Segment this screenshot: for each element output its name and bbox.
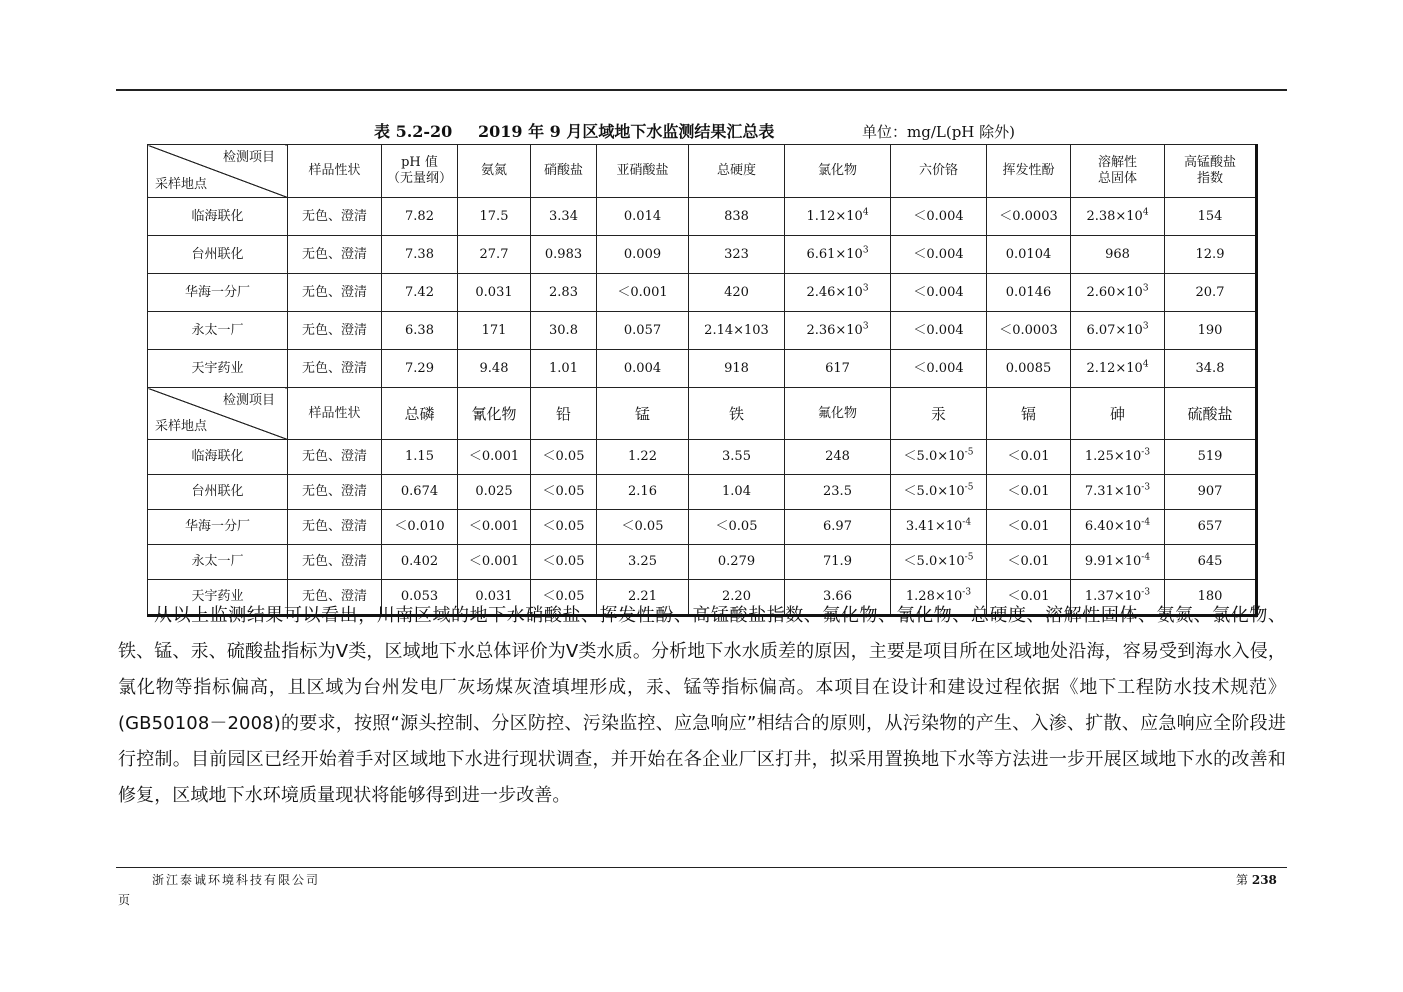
data-cell: $1.28\times 10^{-3}$ bbox=[891, 580, 987, 616]
table-row bbox=[148, 312, 1257, 350]
table-row bbox=[148, 274, 1257, 312]
data-cell: ＜0.01 bbox=[987, 580, 1071, 616]
table-header-row bbox=[148, 388, 1257, 440]
header-cell: 样品性状 bbox=[288, 145, 382, 198]
corner-cell bbox=[148, 388, 288, 440]
data-cell: $1.37\times 10^{-3}$ bbox=[1071, 580, 1165, 616]
data-cell: 907 bbox=[1165, 475, 1257, 510]
data-cell: $<5.0\times 10^{-5}$ bbox=[891, 545, 987, 580]
data-cell: 968 bbox=[1071, 236, 1165, 274]
header-cell: 硫酸盐 bbox=[1165, 388, 1257, 440]
data-cell: 1.15 bbox=[382, 440, 458, 475]
data-cell: 30.8 bbox=[531, 312, 597, 350]
data-cell: 1.22 bbox=[597, 440, 689, 475]
data-cell: ＜0.05 bbox=[531, 580, 597, 616]
header-cell: 总硬度 bbox=[689, 145, 785, 198]
table-caption bbox=[116, 120, 1287, 144]
table-row bbox=[148, 440, 1257, 475]
data-cell: 3.55 bbox=[689, 440, 785, 475]
data-cell: 0.057 bbox=[597, 312, 689, 350]
data-cell: ＜0.01 bbox=[987, 475, 1071, 510]
data-cell: 0.031 bbox=[458, 580, 531, 616]
header-cell: 铅 bbox=[531, 388, 597, 440]
data-cell: 0.674 bbox=[382, 475, 458, 510]
data-cell: $2.60\times 10^3$ bbox=[1071, 274, 1165, 312]
data-cell: 12.9 bbox=[1165, 236, 1257, 274]
data-cell: 918 bbox=[689, 350, 785, 388]
data-cell: 0.053 bbox=[382, 580, 458, 616]
data-cell: $3.41\times 10^{-4}$ bbox=[891, 510, 987, 545]
data-cell: ＜0.010 bbox=[382, 510, 458, 545]
header-cell: 六价铬 bbox=[891, 145, 987, 198]
footer-company: 浙江泰诚环境科技有限公司 bbox=[152, 873, 321, 887]
data-cell: 23.5 bbox=[785, 475, 891, 510]
corner-item-label: 检测项目 bbox=[222, 393, 275, 408]
data-cell: 无色、澄清 bbox=[288, 350, 382, 388]
header-cell: pH 值 （无量纲） bbox=[382, 145, 458, 198]
data-cell: ＜0.05 bbox=[689, 510, 785, 545]
data-cell: $2.38\times 10^4$ bbox=[1071, 198, 1165, 236]
corner-cell bbox=[148, 145, 288, 198]
data-cell: $7.31\times 10^{-3}$ bbox=[1071, 475, 1165, 510]
data-cell: 0.0104 bbox=[987, 236, 1071, 274]
data-cell: $<5.0\times 10^{-5}$ bbox=[891, 475, 987, 510]
data-cell: 645 bbox=[1165, 545, 1257, 580]
data-cell: 无色、澄清 bbox=[288, 274, 382, 312]
table-row bbox=[148, 198, 1257, 236]
data-cell: $6.61\times 10^3$ bbox=[785, 236, 891, 274]
data-cell: ＜0.05 bbox=[531, 545, 597, 580]
data-cell: $1.12\times 10^4$ bbox=[785, 198, 891, 236]
site-cell: 天宇药业 bbox=[148, 580, 288, 616]
corner-site-label: 采样地点 bbox=[155, 177, 208, 192]
data-cell: $1.25\times 10^{-3}$ bbox=[1071, 440, 1165, 475]
analysis-paragraph bbox=[118, 598, 1286, 814]
data-cell: 0.0146 bbox=[987, 274, 1071, 312]
data-cell: 3.25 bbox=[597, 545, 689, 580]
site-cell: 华海一分厂 bbox=[148, 274, 288, 312]
data-cell: $2.12\times 10^4$ bbox=[1071, 350, 1165, 388]
data-cell: 无色、澄清 bbox=[288, 198, 382, 236]
table-title: 2019 年 9 月区域地下水监测结果汇总表 bbox=[478, 122, 775, 141]
data-cell: 420 bbox=[689, 274, 785, 312]
header-cell: 总磷 bbox=[382, 388, 458, 440]
data-cell: 0.014 bbox=[597, 198, 689, 236]
header-rule bbox=[116, 89, 1287, 91]
data-cell: 0.025 bbox=[458, 475, 531, 510]
data-cell: 无色、澄清 bbox=[288, 475, 382, 510]
data-cell: $<5.0\times 10^{-5}$ bbox=[891, 440, 987, 475]
data-cell: 0.279 bbox=[689, 545, 785, 580]
data-cell: 6.38 bbox=[382, 312, 458, 350]
data-cell: ＜0.05 bbox=[531, 440, 597, 475]
data-cell: $2.36\times 10^3$ bbox=[785, 312, 891, 350]
data-cell: ＜0.004 bbox=[891, 312, 987, 350]
header-cell: 样品性状 bbox=[288, 388, 382, 440]
data-cell: 9.48 bbox=[458, 350, 531, 388]
header-cell: 氯化物 bbox=[785, 145, 891, 198]
header-cell: 挥发性酚 bbox=[987, 145, 1071, 198]
table-header-row bbox=[148, 145, 1257, 198]
data-cell: $6.07\times 10^3$ bbox=[1071, 312, 1165, 350]
data-cell: 2.20 bbox=[689, 580, 785, 616]
table-row bbox=[148, 236, 1257, 274]
site-cell: 华海一分厂 bbox=[148, 510, 288, 545]
data-cell: 7.82 bbox=[382, 198, 458, 236]
data-cell: 0.0085 bbox=[987, 350, 1071, 388]
table-number: 表 5.2-20 bbox=[374, 122, 453, 141]
data-cell: 27.7 bbox=[458, 236, 531, 274]
footer-page-suffix: 页 bbox=[118, 893, 131, 907]
data-cell: 248 bbox=[785, 440, 891, 475]
data-cell: ＜0.01 bbox=[987, 510, 1071, 545]
data-cell: 190 bbox=[1165, 312, 1257, 350]
data-cell: ＜0.001 bbox=[458, 510, 531, 545]
data-cell: ＜0.05 bbox=[597, 510, 689, 545]
footer-page-number: 第 238 bbox=[1236, 873, 1277, 887]
table-unit: 单位：mg/L(pH 除外) bbox=[862, 123, 1015, 141]
data-cell: 7.29 bbox=[382, 350, 458, 388]
data-cell: ＜0.01 bbox=[987, 545, 1071, 580]
data-cell: ＜0.004 bbox=[891, 236, 987, 274]
table-row bbox=[148, 510, 1257, 545]
site-cell: 临海联化 bbox=[148, 198, 288, 236]
data-cell: 34.8 bbox=[1165, 350, 1257, 388]
header-cell: 铁 bbox=[689, 388, 785, 440]
header-cell: 溶解性 总固体 bbox=[1071, 145, 1165, 198]
header-cell: 高锰酸盐 指数 bbox=[1165, 145, 1257, 198]
data-cell: 323 bbox=[689, 236, 785, 274]
data-cell: 657 bbox=[1165, 510, 1257, 545]
data-cell: ＜0.004 bbox=[891, 350, 987, 388]
data-cell: ＜0.001 bbox=[458, 545, 531, 580]
data-cell: 无色、澄清 bbox=[288, 545, 382, 580]
header-cell: 汞 bbox=[891, 388, 987, 440]
table-row bbox=[148, 475, 1257, 510]
header-cell: 硝酸盐 bbox=[531, 145, 597, 198]
data-cell: 无色、澄清 bbox=[288, 510, 382, 545]
site-cell: 台州联化 bbox=[148, 475, 288, 510]
data-cell: 180 bbox=[1165, 580, 1257, 616]
site-cell: 台州联化 bbox=[148, 236, 288, 274]
data-cell: ＜0.004 bbox=[891, 198, 987, 236]
data-cell: 0.004 bbox=[597, 350, 689, 388]
site-cell: 永太一厂 bbox=[148, 312, 288, 350]
header-cell: 镉 bbox=[987, 388, 1071, 440]
header-cell: 砷 bbox=[1071, 388, 1165, 440]
data-cell: ＜0.01 bbox=[987, 440, 1071, 475]
data-cell: 519 bbox=[1165, 440, 1257, 475]
table-row bbox=[148, 545, 1257, 580]
data-cell: 838 bbox=[689, 198, 785, 236]
paragraph-text: 从以上监测结果可以看出，川南区域的地下水硝酸盐、挥发性酚、高锰酸盐指数、氟化物、氰化物、总硬度、溶解性固体、氨氮、氯化物、铁、锰、汞、硫酸盐指标为Ⅴ类，区域地下水总体评价为Ⅴ类水质。分析地下水水质差的原因，主要是项目所在区域地处沿海，容易受到海水入侵，氯化物等指标偏高，且区域为台州发电厂灰场煤灰渣填埋形成，汞、锰等指标偏高。本项目在设计和建设过程依据《地下工程防水技术规范》(GB50108－2008)的要求，按照“源头控制、分区防控、污染监控、应急响应”相结合的原则，从污染物的产生、入渗、扩散、应急响应全阶段进行控制。目前园区已经开始着手对区域地下水进行现状调查，并开始在各企业厂区打井，拟采用置换地下水等方法进一步开展区域地下水的改善和修复，区域地下水环境质量现状将能够得到进一步改善。 bbox=[118, 605, 1286, 806]
table-row bbox=[148, 350, 1257, 388]
data-cell: ＜0.001 bbox=[597, 274, 689, 312]
data-cell: 3.34 bbox=[531, 198, 597, 236]
data-cell: 17.5 bbox=[458, 198, 531, 236]
header-cell: 氟化物 bbox=[785, 388, 891, 440]
corner-site-label: 采样地点 bbox=[155, 419, 208, 434]
data-cell: 无色、澄清 bbox=[288, 236, 382, 274]
footer-rule bbox=[116, 867, 1287, 868]
data-cell: 0.983 bbox=[531, 236, 597, 274]
data-cell: $2.46\times 10^3$ bbox=[785, 274, 891, 312]
data-cell: 1.04 bbox=[689, 475, 785, 510]
data-cell: 无色、澄清 bbox=[288, 440, 382, 475]
data-cell: ＜0.0003 bbox=[987, 198, 1071, 236]
data-cell: 617 bbox=[785, 350, 891, 388]
data-cell: 3.66 bbox=[785, 580, 891, 616]
data-cell: 2.83 bbox=[531, 274, 597, 312]
data-cell: 154 bbox=[1165, 198, 1257, 236]
monitoring-table bbox=[147, 144, 1258, 617]
header-cell: 亚硝酸盐 bbox=[597, 145, 689, 198]
data-cell: 2.21 bbox=[597, 580, 689, 616]
data-cell: ＜0.001 bbox=[458, 440, 531, 475]
data-cell: $9.91\times 10^{-4}$ bbox=[1071, 545, 1165, 580]
data-cell: 2.16 bbox=[597, 475, 689, 510]
data-cell: ＜0.05 bbox=[531, 475, 597, 510]
data-cell: 171 bbox=[458, 312, 531, 350]
data-cell: 71.9 bbox=[785, 545, 891, 580]
data-cell: 6.97 bbox=[785, 510, 891, 545]
site-cell: 临海联化 bbox=[148, 440, 288, 475]
data-cell: 20.7 bbox=[1165, 274, 1257, 312]
data-cell: 1.01 bbox=[531, 350, 597, 388]
header-cell: 氰化物 bbox=[458, 388, 531, 440]
data-cell: 7.38 bbox=[382, 236, 458, 274]
header-cell: 氨氮 bbox=[458, 145, 531, 198]
data-cell: 0.031 bbox=[458, 274, 531, 312]
site-cell: 天宇药业 bbox=[148, 350, 288, 388]
data-cell: 无色、澄清 bbox=[288, 312, 382, 350]
data-cell: 2.14×103 bbox=[689, 312, 785, 350]
corner-item-label: 检测项目 bbox=[222, 150, 275, 165]
data-cell: ＜0.0003 bbox=[987, 312, 1071, 350]
data-cell: 7.42 bbox=[382, 274, 458, 312]
header-cell: 锰 bbox=[597, 388, 689, 440]
data-cell: ＜0.004 bbox=[891, 274, 987, 312]
site-cell: 永太一厂 bbox=[148, 545, 288, 580]
data-cell: 0.009 bbox=[597, 236, 689, 274]
data-cell: 无色、澄清 bbox=[288, 580, 382, 616]
data-cell: 0.402 bbox=[382, 545, 458, 580]
data-cell: $6.40\times 10^{-4}$ bbox=[1071, 510, 1165, 545]
data-cell: ＜0.05 bbox=[531, 510, 597, 545]
